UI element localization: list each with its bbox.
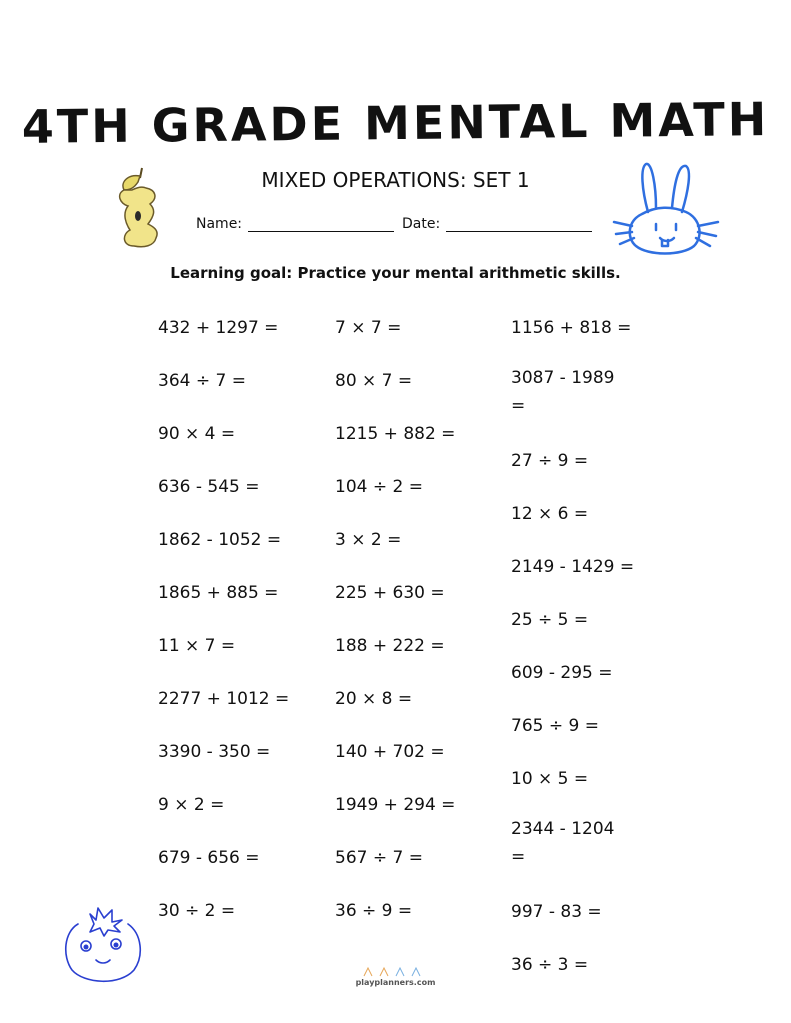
worksheet-subtitle: MIXED OPERATIONS: SET 1 xyxy=(261,168,530,192)
problem-item: 1862 - 1052 = xyxy=(158,530,282,550)
problem-item: 25 ÷ 5 = xyxy=(511,610,589,630)
worksheet-title: 4TH GRADE MENTAL MATH xyxy=(21,92,770,154)
name-date-row xyxy=(196,216,600,232)
problem-item: 30 ÷ 2 = xyxy=(158,901,236,921)
problem-item: 997 - 83 = xyxy=(511,902,602,922)
problem-item: 36 ÷ 3 = xyxy=(511,955,589,975)
problem-item: 225 + 630 = xyxy=(335,583,445,603)
problem-item: 636 - 545 = xyxy=(158,477,260,497)
problem-item: 10 × 5 = xyxy=(511,769,589,789)
problem-item: 567 ÷ 7 = xyxy=(335,848,423,868)
problem-item: 3390 - 350 = xyxy=(158,742,271,762)
problem-item: 12 × 6 = xyxy=(511,504,589,524)
problem-item: 36 ÷ 9 = xyxy=(335,901,413,921)
name-blank-line[interactable] xyxy=(248,217,394,232)
problem-item: 104 ÷ 2 = xyxy=(335,477,423,497)
tomato-icon xyxy=(60,904,146,986)
problem-item: 679 - 656 = xyxy=(158,848,260,868)
problem-item: 364 ÷ 7 = xyxy=(158,371,246,391)
problem-item: 1156 + 818 = xyxy=(511,318,632,338)
problem-item: 3087 - 1989 = xyxy=(511,368,615,416)
learning-goal: Learning goal: Practice your mental arithmetic skills. xyxy=(170,264,621,282)
problem-item: 1215 + 882 = xyxy=(335,424,456,444)
problem-item: 2277 + 1012 = xyxy=(158,689,290,709)
problem-item: 2149 - 1429 = xyxy=(511,557,635,577)
problem-item: 11 × 7 = xyxy=(158,636,236,656)
problem-item: 609 - 295 = xyxy=(511,663,613,683)
date-label: Date: xyxy=(402,216,441,232)
footer-logo-text: playplanners.com xyxy=(355,978,436,987)
problem-item: 27 ÷ 9 = xyxy=(511,451,589,471)
problem-item: 7 × 7 = xyxy=(335,318,402,338)
bunny-icon xyxy=(612,160,722,260)
problem-item: 1865 + 885 = xyxy=(158,583,279,603)
logo-doodle-icon xyxy=(360,966,432,978)
apple-core-icon xyxy=(112,166,168,252)
problem-item: 188 + 222 = xyxy=(335,636,445,656)
problem-item: 80 × 7 = xyxy=(335,371,413,391)
name-label: Name: xyxy=(196,216,243,232)
problem-item: 90 × 4 = xyxy=(158,424,236,444)
problem-item: 2344 - 1204 = xyxy=(511,819,615,867)
problem-item: 1949 + 294 = xyxy=(335,795,456,815)
problem-item: 765 ÷ 9 = xyxy=(511,716,599,736)
problem-item: 3 × 2 = xyxy=(335,530,402,550)
problem-item: 140 + 702 = xyxy=(335,742,445,762)
date-blank-line[interactable] xyxy=(446,217,592,232)
problem-item: 432 + 1297 = xyxy=(158,318,279,338)
problem-item: 20 × 8 = xyxy=(335,689,413,709)
problem-item: 9 × 2 = xyxy=(158,795,225,815)
